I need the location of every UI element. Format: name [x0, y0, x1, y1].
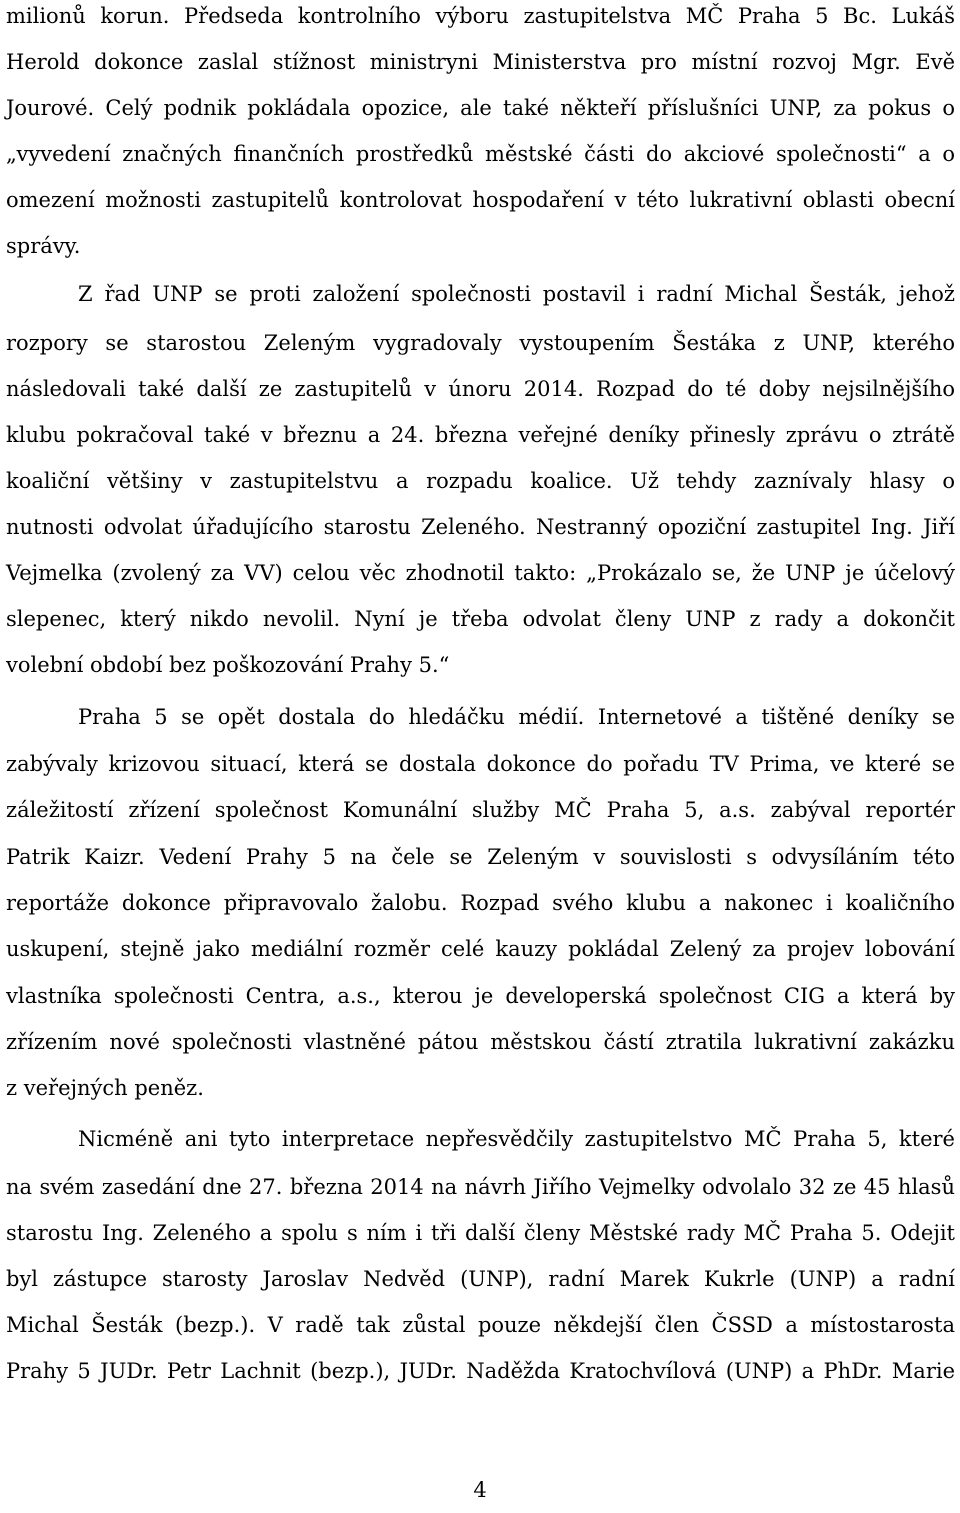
text-line: správy. [6, 234, 81, 258]
text-line: Z řad UNP se proti založení společnosti postavil i radní Michal Šesták, jehož [78, 282, 955, 306]
text-line: koaliční většiny v zastupitelstvu a rozpadu koalice. Už tehdy zaznívaly hlasy o [6, 469, 955, 493]
text-line: Praha 5 se opět dostala do hledáčku médií. Internetové a tištěné deníky se [78, 705, 955, 729]
text-line: nutnosti odvolat úřadujícího starostu Zeleného. Nestranný opoziční zastupitel Ing. Jiří [6, 515, 955, 539]
text-line: Prahy 5 JUDr. Petr Lachnit (bezp.), JUDr. Naděžda Kratochvílová (UNP) a PhDr. Marie [6, 1359, 955, 1383]
text-line: rozpory se starostou Zeleným vygradovaly vystoupením Šestáka z UNP, kterého [6, 331, 955, 355]
text-line: Herold dokonce zaslal stížnost ministryni Ministerstva pro místní rozvoj Mgr. Evě [6, 50, 955, 74]
text-line: Patrik Kaizr. Vedení Prahy 5 na čele se Zeleným v souvislosti s odvysíláním této [6, 845, 955, 869]
page-number: 4 [473, 1478, 487, 1502]
text-line: uskupení, stejně jako mediální rozměr celé kauzy pokládal Zelený za projev lobování [6, 937, 955, 961]
text-line: „vyvedení značných finančních prostředků městské části do akciové společnosti“ a o [6, 142, 955, 166]
text-line: z veřejných peněz. [6, 1076, 204, 1100]
text-line: zřízením nové společnosti vlastněné pátou městskou částí ztratila lukrativní zakázku [6, 1030, 955, 1054]
text-line: na svém zasedání dne 27. března 2014 na návrh Jiřího Vejmelky odvolalo 32 ze 45 hlasů [6, 1175, 955, 1199]
text-line: slepenec, který nikdo nevolil. Nyní je třeba odvolat členy UNP z rady a dokončit [6, 607, 955, 631]
text-line: byl zástupce starosty Jaroslav Nedvěd (UNP), radní Marek Kukrle (UNP) a radní [6, 1267, 955, 1291]
text-line: klubu pokračoval také v březnu a 24. března veřejné deníky přinesly zprávu o ztrátě [6, 423, 955, 447]
text-line: omezení možnosti zastupitelů kontrolovat hospodaření v této lukrativní oblasti obecní [6, 188, 955, 212]
text-line: Nicméně ani tyto interpretace nepřesvědčily zastupitelstvo MČ Praha 5, které [78, 1127, 955, 1151]
text-line: reportáže dokonce připravovalo žalobu. Rozpad svého klubu a nakonec i koaličního [6, 891, 955, 915]
text-line: milionů korun. Předseda kontrolního výboru zastupitelstva MČ Praha 5 Bc. Lukáš [6, 4, 955, 28]
text-line: Michal Šesták (bezp.). V radě tak zůstal pouze někdejší člen ČSSD a místostarosta [6, 1313, 955, 1337]
text-line: Jourové. Celý podnik pokládala opozice, ale také někteří příslušníci UNP, za pokus o [6, 96, 955, 120]
text-line: Vejmelka (zvolený za VV) celou věc zhodnotil takto: „Prokázalo se, že UNP je účelový [6, 561, 955, 585]
text-line: starostu Ing. Zeleného a spolu s ním i tři další členy Městské rady MČ Praha 5. Odejit [6, 1221, 955, 1245]
text-line: následovali také další ze zastupitelů v únoru 2014. Rozpad do té doby nejsilnějšího [6, 377, 955, 401]
text-line: zabývaly krizovou situací, která se dostala dokonce do pořadu TV Prima, ve které se [6, 752, 955, 776]
text-line: volební období bez poškozování Prahy 5.“ [6, 653, 450, 677]
text-line: záležitostí zřízení společnost Komunální služby MČ Praha 5, a.s. zabýval reportér [6, 798, 955, 822]
text-line: vlastníka společnosti Centra, a.s., kterou je developerská společnost CIG a která by [6, 984, 955, 1008]
